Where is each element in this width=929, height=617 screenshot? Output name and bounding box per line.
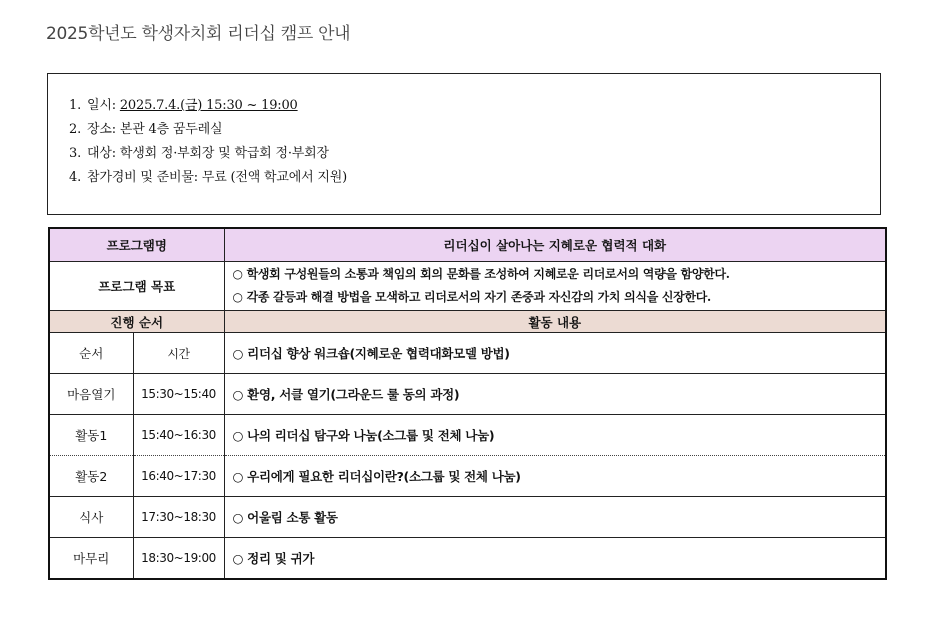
info-item-number: 2. — [69, 122, 82, 137]
info-item-date — [69, 94, 880, 118]
table-row — [49, 538, 886, 580]
program-goal-row — [49, 262, 886, 311]
goal-line-2: ○ 각종 갈등과 해결 방법을 모색하고 리더로서의 자기 존중과 자신감의 가치 의식을 신장한다. — [232, 290, 711, 304]
goal-cell — [224, 262, 886, 311]
table-row — [49, 415, 886, 456]
activity-label-cell: 활동 내용 — [224, 311, 886, 333]
row-desc: ○ 어울림 소통 활동 — [224, 497, 886, 538]
row-name: 순서 — [49, 333, 133, 374]
info-item-target — [69, 142, 880, 166]
goal-label-cell: 프로그램 목표 — [49, 262, 224, 311]
table-row — [49, 456, 886, 497]
info-item-number: 4. — [69, 170, 82, 185]
row-name: 마음열기 — [49, 374, 133, 415]
row-desc: ○ 환영, 서클 열기(그라운드 룰 동의 과정) — [224, 374, 886, 415]
info-item-label: 일시: — [87, 98, 116, 113]
table-row — [49, 333, 886, 374]
info-item-number: 1. — [69, 98, 82, 113]
program-name-row — [49, 228, 886, 262]
section-header-row — [49, 311, 886, 333]
table-row — [49, 374, 886, 415]
row-time: 시간 — [133, 333, 224, 374]
info-item-value: 본관 4층 꿈두레실 — [119, 122, 223, 137]
info-item-place — [69, 118, 880, 142]
table-row — [49, 497, 886, 538]
row-desc: ○ 정리 및 귀가 — [224, 538, 886, 580]
row-desc: ○ 리더십 향상 워크숍(지혜로운 협력대화모델 방법) — [224, 333, 886, 374]
info-item-label: 대상: — [87, 146, 116, 161]
row-desc: ○ 우리에게 필요한 리더십이란?(소그룹 및 전체 나눔) — [224, 456, 886, 497]
row-name: 식사 — [49, 497, 133, 538]
info-box — [47, 73, 881, 215]
info-item-label: 장소: — [87, 122, 116, 137]
program-label-cell: 프로그램명 — [49, 228, 224, 262]
row-time: 17:30~18:30 — [133, 497, 224, 538]
info-item-value: 무료 (전액 학교에서 지원) — [201, 170, 347, 185]
info-item-cost — [69, 166, 880, 190]
program-name-cell: 리더십이 살아나는 지혜로운 협력적 대화 — [224, 228, 886, 262]
row-desc: ○ 나의 리더십 탐구와 나눔(소그룹 및 전체 나눔) — [224, 415, 886, 456]
info-item-label: 참가경비 및 준비물: — [87, 170, 198, 185]
row-time: 15:40~16:30 — [133, 415, 224, 456]
info-item-value: 학생회 정·부회장 및 학급회 정·부회장 — [119, 146, 329, 161]
row-time: 15:30~15:40 — [133, 374, 224, 415]
progress-label-cell: 진행 순서 — [49, 311, 224, 333]
row-time: 18:30~19:00 — [133, 538, 224, 580]
row-time: 16:40~17:30 — [133, 456, 224, 497]
goal-line-1: ○ 학생회 구성원들의 소통과 책임의 회의 문화를 조성하여 지혜로운 리더로서의 역량을 함양한다. — [232, 267, 730, 281]
schedule-table — [48, 227, 887, 580]
page-title: 2025학년도 학생자치회 리더십 캠프 안내 — [46, 24, 351, 44]
info-item-value: 2025.7.4.(금) 15:30 ~ 19:00 — [119, 98, 298, 113]
info-item-number: 3. — [69, 146, 82, 161]
row-name: 활동1 — [49, 415, 133, 456]
row-name: 마무리 — [49, 538, 133, 580]
row-name: 활동2 — [49, 456, 133, 497]
